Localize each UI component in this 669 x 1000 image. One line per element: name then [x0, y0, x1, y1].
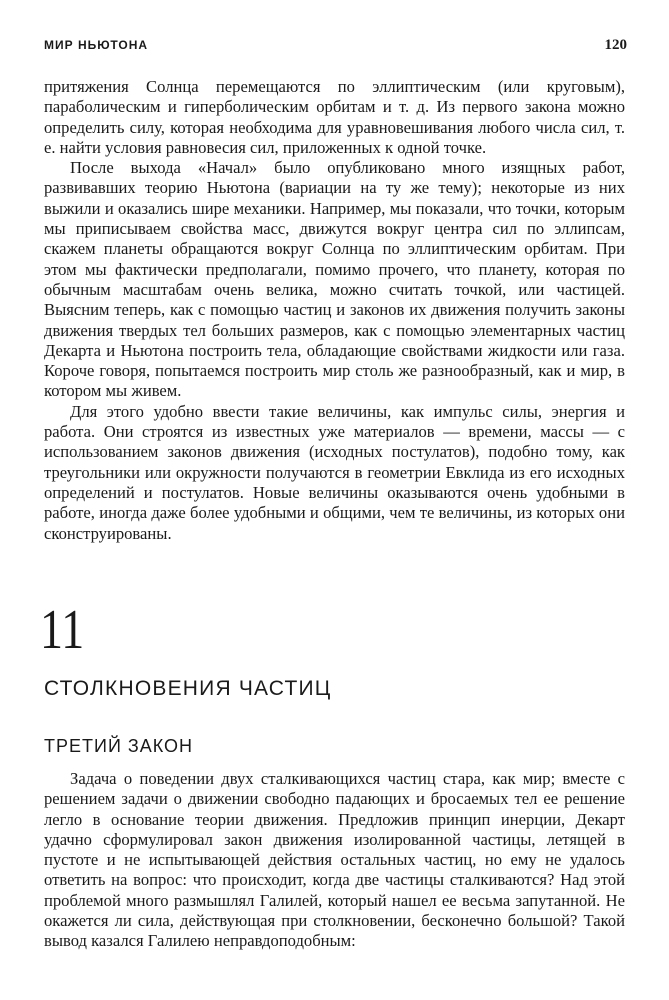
paragraph: притяжения Солнца перемещаются по эллиптическим (или круговым), параболическим и гиперболическим орбитам и т. д. Из первого закона можно определить силу, которая необходима для уравновешивания любого числа сил, т. е. найти условия равновесия сил, приложенных к одной точке. — [44, 77, 625, 157]
running-head: МИР НЬЮТОНА — [44, 38, 149, 52]
chapter-title: СТОЛКНОВЕНИЯ ЧАСТИЦ — [44, 677, 332, 700]
section-title: ТРЕТИЙ ЗАКОН — [44, 736, 194, 756]
body-text-top — [44, 77, 625, 544]
paragraph: После выхода «Начал» было опубликовано много изящных работ, развивавших теорию Ньютона (вариации на ту же тему); некоторые из них выжили и оказались шире механики. Например, мы показали, что точки, которым мы приписываем свойства масс, движутся вокруг центра сил по эллипсам, скажем планеты обращаются вокруг Солнца по эллиптическим орбитам. При этом мы фактически предполагали, помимо прочего, что планету, которая по обычным масштабам очень велика, можно считать точкой, или частицей. Выясним теперь, как с помощью частиц и законов их движения получить законы движения твердых тел больших размеров, как с помощью элементарных частиц Декарта и Ньютона построить тела, обладающие свойствами жидкости или газа. Короче говоря, попытаемся построить мир столь же разнообразный, как и мир, в котором мы живем. — [44, 158, 625, 401]
paragraph: Для этого удобно ввести такие величины, как импульс силы, энергия и работа. Они строятся из известных уже материалов — времени, массы — с использованием законов движения (исходных постулатов), подобно тому, как треугольники или окружности получаются в геометрии Евклида из его исходных определений и постулатов. Новые величины оказываются очень удобными в работе, иногда даже более удобными и общими, чем те величины, из которых они сконструированы. — [44, 401, 625, 543]
body-text-bottom — [44, 769, 625, 952]
page-number: 120 — [604, 37, 627, 53]
chapter-number: 11 — [40, 599, 85, 661]
paragraph: Задача о поведении двух сталкивающихся частиц стара, как мир; вместе с решением задачи о движении свободно падающих и бросаемых тел ее решение легло в основание теории движения. Предложив принцип инерции, Декарт удачно сформулировал закон движения изолированной частицы, летящей в пустоте и не испытывающей действия остальных частиц, но ему не удалось ответить на вопрос: что происходит, когда две частицы сталкиваются? Над этой проблемой много размышлял Галилей, который нашел ее весьма запутанной. Не окажется ли сила, действующая при столкновении, бесконечно большой? Такой вывод казался Галилею неправдоподобным: — [44, 769, 625, 951]
